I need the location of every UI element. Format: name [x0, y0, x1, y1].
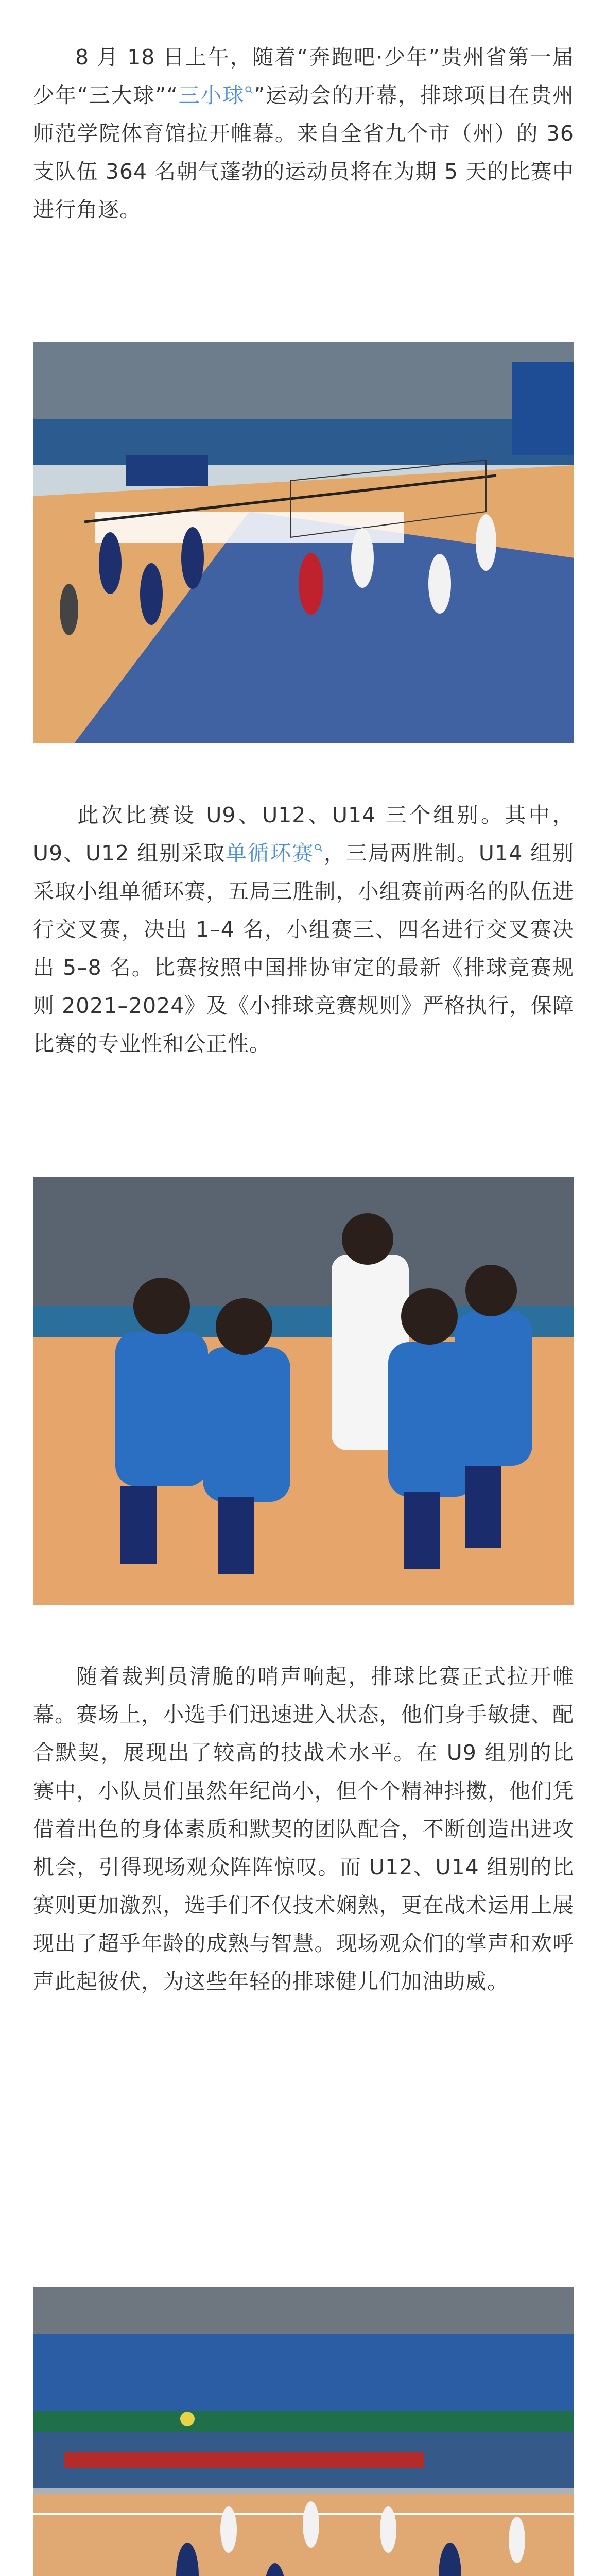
link-danxunhuansai[interactable] — [226, 841, 323, 866]
paragraph-match-action — [33, 1657, 574, 2001]
search-icon — [245, 86, 254, 95]
paragraph-text: ，三局两胜制。U14 组别采取小组单循环赛，五局三胜制，小组赛前两名的队伍进行交叉赛，决出 1–4 名，小组赛三、四名进行交叉赛决出 5–8 名。比赛按照中国排协审定的最新《排球竞赛规则 2021–2024》及《小排球竞赛规则》严格执行，保障比赛的专业性和公正性。 — [33, 841, 575, 1056]
photo-court-net — [33, 342, 574, 743]
paragraph-text: 随着裁判员清脆的哨声响起，排球比赛正式拉开帷幕。赛场上，小选手们迅速进入状态，他们身手敏捷、配合默契，展现出了较高的技战术水平。在 U9 组别的比赛中，小队员们虽然年纪尚小，但个个精神抖擞，他们凭借着出色的身体素质和默契的团队配合，不断创造出进攻机会，引得现场观众阵阵惊叹。而 U12、U14 组别的比赛则更加激烈，选手们不仅技术娴熟，更在战术运用上展现出了超乎年龄的成熟与智慧。现场观众们的掌声和欢呼声此起彼伏，为这些年轻的排球健儿们加油助威。 — [33, 1664, 574, 1994]
paragraph-text: 8 月 18 日上午，随着“奔跑吧·少年”贵州省第一届少年“三大球”“ — [33, 45, 574, 108]
paragraph-text: 此次比赛设 U9、U12、U14 三个组别。其中，U9、U12 组别采取 — [33, 803, 574, 866]
link-sanxiaoqiu[interactable] — [178, 83, 254, 108]
paragraph-intro — [33, 38, 574, 229]
search-icon — [314, 843, 323, 853]
link-text: 三小球 — [178, 83, 245, 108]
paragraph-text: ”运动会的开幕，排球项目在贵州师范学院体育馆拉开帷幕。来自全省九个市（州）的 36 支队伍 364 名朝气蓬勃的运动员将在为期 5 天的比赛中进行角逐。 — [33, 83, 574, 222]
photo-match-gym — [33, 2287, 574, 2576]
photo-team-huddle — [33, 1177, 574, 1605]
link-text: 单循环赛 — [226, 841, 315, 866]
paragraph-format — [33, 796, 574, 1063]
